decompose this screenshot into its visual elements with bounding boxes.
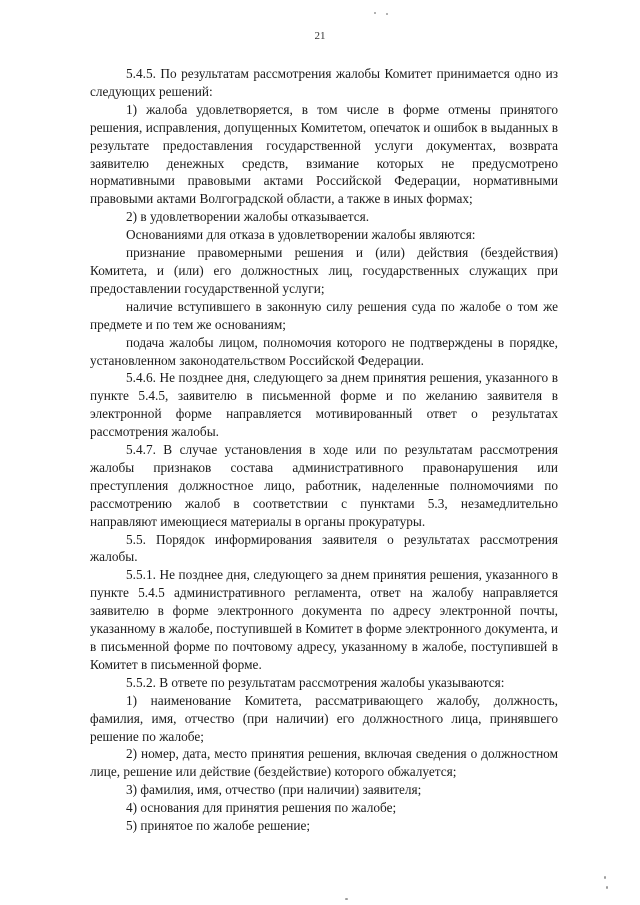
scan-speck xyxy=(386,13,388,15)
paragraph-5-4-5: 5.4.5. По результатам рассмотрения жалобы Комитет принимается одно из следующих решений: xyxy=(90,66,558,99)
paragraph-5-5-1: 5.5.1. Не позднее дня, следующего за днем принятия решения, указанного в пункте 5.4.5 административного регламента, ответ на жалобу направляется заявителю в форме электронного документа по адресу электронной почты, указанному в жалобе, поступившей в Комитет в форме электронного документа, и в письменной форме по почтовому адресу, указанному в жалобе, поступившей в Комитет в письменной форме. xyxy=(90,567,558,672)
scan-speck xyxy=(604,876,606,879)
list-item-complaint-satisfied: 1) жалоба удовлетворяется, в том числе в форме отмены принятого решения, исправления, допущенных Комитетом, опечаток и ошибок в выданных в результате предоставления государственной услуги документах, возврата заявителю денежных средств, взимание которых не предусмотрено нормативными правовыми актами Российской Федерации, нормативными правовыми актами Волгоградской области, а также в иных формах; xyxy=(90,101,558,207)
response-item-applicant-name: 3) фамилия, имя, отчество (при наличии) заявителя; xyxy=(126,782,422,798)
response-item-committee-name: 1) наименование Комитета, рассматривающего жалобу, должность, фамилия, имя, отчество (при наличии) его должностного лица, принявшего решение по жалобе; xyxy=(90,692,558,744)
paragraph-5-4-7: 5.4.7. В случае установления в ходе или по результатам рассмотрения жалобы признаков состава административного правонарушения или преступления должностное лицо, работник, наделенные полномочиями по рассмотрению жалоб в соответствии с пунктами 5.3, незамедлительно направляют имеющиеся материалы в органы прокуратуры. xyxy=(90,442,558,529)
page-number: 21 xyxy=(314,30,326,42)
paragraph-5-4-6: 5.4.6. Не позднее дня, следующего за днем принятия решения, указанного в пункте 5.4.5, заявителю в письменной форме и по желанию заявителя в электронной форме направляется мотивированный ответ о результатах рассмотрения жалобы. xyxy=(90,370,558,440)
scan-speck xyxy=(345,898,348,900)
list-item-complaint-rejected: 2) в удовлетворении жалобы отказывается. xyxy=(126,209,370,225)
document-body xyxy=(90,65,558,835)
scan-speck xyxy=(374,12,376,14)
scan-speck xyxy=(606,886,608,889)
response-item-decision: 5) принятое по жалобе решение; xyxy=(126,818,311,834)
response-item-decision-details: 2) номер, дата, место принятия решения, включая сведения о должностном лице, решение или действие (бездействие) которого обжалуется; xyxy=(90,746,558,780)
paragraph-5-5-2: 5.5.2. В ответе по результатам рассмотрения жалобы указываются: xyxy=(126,674,505,690)
paragraph-grounds-for-refusal: Основаниями для отказа в удовлетворении жалобы являются: xyxy=(126,227,476,243)
ground-lawful-decision: признание правомерными решения и (или) действия (бездействия) Комитета, и (или) его должностных лиц, государственных служащих при предоставлении государственной услуги; xyxy=(90,245,558,296)
ground-court-decision: наличие вступившего в законную силу решения суда по жалобе о том же предмете и по тем же основаниям; xyxy=(90,298,558,332)
paragraph-5-5: 5.5. Порядок информирования заявителя о результатах рассмотрения жалобы. xyxy=(90,531,558,565)
ground-unconfirmed-authority: подача жалобы лицом, полномочия которого не подтверждены в порядке, установленном законодательством Российской Федерации. xyxy=(90,334,558,368)
response-item-decision-grounds: 4) основания для принятия решения по жалобе; xyxy=(126,800,397,816)
